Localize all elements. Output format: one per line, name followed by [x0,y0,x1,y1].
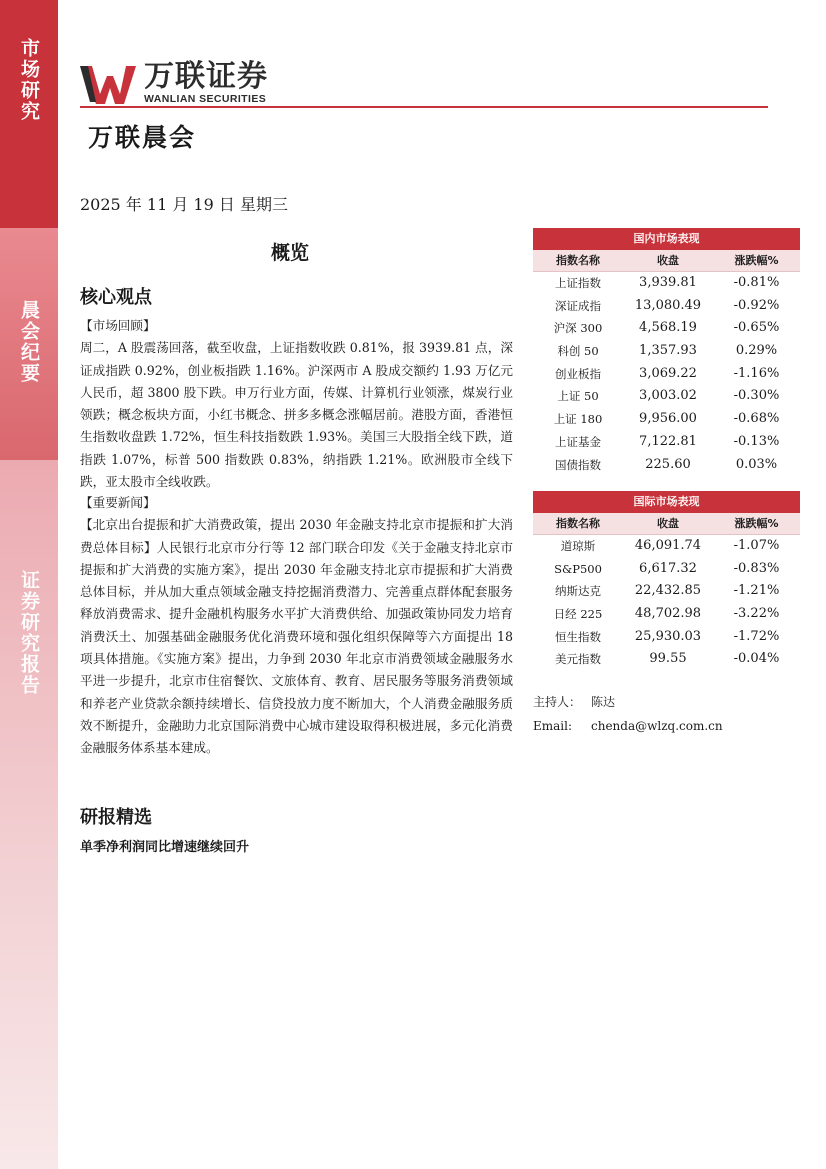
sidebar-label-morning-summary: 晨会纪要 [18,300,40,384]
table-row [533,603,800,626]
index-name-cell: 上证指数 [555,276,601,290]
column-header-index-name: 指数名称 [556,254,600,267]
market-review-text: 周二，A 股震荡回落，截至收盘，上证指数收跌 0.81%，报 3939.81 点，深证成指跌 0.92%，创业板指跌 1.16%。沪深两市 A 股成交额约 1.93 万亿元人民币，超 3800 股下跌。申万行业方面，传媒、计算机行业领涨，煤炭行业领跌；概念板块方面，小红书概念、拼多多概念涨幅居前。港股方面，香港恒生指数收盘跌 1.72%，恒生科技指数跌 1.93%。美国三大股指全线下跌，道指跌 1.07%，标普 500 指数跌 0.83%，纳指跌 1.21%。欧洲股市全线下跌，亚太股市全线收跌。 [80,340,513,490]
table-row [533,408,800,431]
close-value-cell: 1,357.93 [639,343,697,359]
logo-chinese-name: 万联证券 [144,59,268,94]
close-value-cell: 4,568.19 [639,320,697,336]
index-name-cell: 纳斯达克 [555,584,601,599]
table-row [533,580,800,603]
domestic-table-header [533,250,800,272]
host-name: 陈达 [591,695,616,709]
close-value-cell: 7,122.81 [639,433,697,449]
company-logo [80,59,268,106]
important-news-tag: 【重要新闻】 [80,495,156,510]
international-market-table [533,491,800,671]
host-info [533,690,723,738]
index-name-cell: 科创 50 [557,344,599,359]
close-value-cell: 3,939.81 [639,275,697,290]
change-percent-cell: -1.21% [733,583,780,599]
table-row [533,626,800,649]
sidebar-segment-research-report [0,460,58,1169]
close-value-cell: 3,069.22 [639,365,697,381]
table-row [533,648,800,671]
index-name-cell: S&P500 [554,561,602,576]
core-views-heading: 核心观点 [80,287,152,308]
column-header-change: 涨跌幅% [734,517,779,530]
close-value-cell: 6,617.32 [639,560,697,576]
table-row [533,363,800,386]
sidebar-label-research-report: 证券研究报告 [18,570,40,696]
index-name-cell: 深证成指 [555,298,601,313]
change-percent-cell: -0.68% [733,411,780,427]
market-review-tag: 【市场回顾】 [80,318,156,333]
change-percent-cell: -0.81% [733,275,780,290]
close-value-cell: 48,702.98 [634,606,702,622]
index-name-cell: 国债指数 [555,457,601,472]
index-name-cell: 美元指数 [555,652,601,667]
close-value-cell: 46,091.74 [634,538,702,553]
logo-english-name: WANLIAN SECURITIES [144,93,267,105]
change-percent-cell: -0.83% [733,560,780,576]
close-value-cell: 25,930.03 [634,628,702,644]
international-table-header [533,513,800,535]
change-percent-cell: -1.16% [733,365,780,381]
change-percent-cell: 0.29% [735,343,778,359]
wanlian-logo-icon [80,62,140,106]
overview-heading: 概览 [271,242,310,264]
change-percent-cell: -0.04% [733,651,780,667]
news-paragraph [80,514,513,759]
domestic-market-title: 国内市场表现 [533,228,800,250]
email-label: Email: [533,719,573,733]
host-label: 主持人： [533,695,582,709]
table-row [533,431,800,454]
close-value-cell: 9,956.00 [639,411,697,427]
table-row [533,317,800,340]
close-value-cell: 13,080.49 [634,297,702,313]
column-header-index-name: 指数名称 [556,517,600,530]
change-percent-cell: -0.13% [733,433,780,449]
change-percent-cell: -0.65% [733,320,780,336]
index-name-cell: 上证基金 [555,434,601,449]
sidebar-segment-market-research [0,0,58,228]
host-email[interactable]: chenda@wlzq.com.cn [591,719,723,733]
close-value-cell: 3,003.02 [639,388,697,404]
index-name-cell: 恒生指数 [555,629,601,644]
sidebar-segment-morning-summary [0,228,58,460]
index-name-cell: 日经 225 [553,607,603,622]
change-percent-cell: -1.72% [733,628,780,644]
column-header-change: 涨跌幅% [734,254,779,267]
news-text: 人民银行北京市分行等 12 部门联合印发《关于金融支持北京市提振和扩大消费的实施方案》，提出 2030 年金融支持北京市提振和扩大消费总体目标，并从加大重点领域金融支持挖掘消费潜力、完善重点群体配套服务释放消费需求、提升金融机构服务水平扩大消费供给、加强政策协同发力培育消费沃土、加强基础金融服务优化消费环境和强化组织保障等六方面提出 18 项具体措施。《实施方案》提出，力争到 2030 年北京市消费领域金融服务水平进一步提升，北京市住宿餐饮、文旅体育、教育、居民服务等服务消费领域和养老产业贷款余额持续增长、信贷投放力度不断加大，个人消费金融服务质效不断提升，金融助力北京国际消费中心城市建设取得积极进展，多元化消费金融服务体系基本建成。 [80,539,513,756]
document-title: 万联晨会 [88,123,197,152]
column-header-close: 收盘 [657,254,679,267]
index-name-cell: 创业板指 [555,366,601,381]
close-value-cell: 99.55 [649,651,687,667]
change-percent-cell: -3.22% [733,606,780,622]
news-headline: 【北京出台提振和扩大消费政策，提出 2030 年金融支持北京市提振和扩大消费总体目标】 [80,517,513,555]
index-name-cell: 上证 50 [557,389,599,404]
change-percent-cell: 0.03% [735,456,778,472]
international-market-title: 国际市场表现 [533,491,800,513]
change-percent-cell: -1.07% [733,538,780,553]
close-value-cell: 225.60 [645,456,691,472]
table-row [533,385,800,408]
index-name-cell: 道琼斯 [560,539,596,553]
research-picks-heading: 研报精选 [80,807,152,828]
index-name-cell: 上证 180 [553,412,603,427]
left-sidebar [0,0,58,1169]
header-divider [80,106,768,108]
table-row [533,558,800,581]
table-row [533,454,800,477]
important-news-section [80,492,513,760]
research-report-subtitle: 单季净利润同比增速继续回升 [80,840,250,855]
market-review-section [80,315,513,493]
close-value-cell: 22,432.85 [634,583,702,599]
table-row [533,272,800,295]
change-percent-cell: -0.30% [733,388,780,404]
document-date: 2025 年 11 月 19 日 星期三 [80,195,288,214]
table-row [533,295,800,318]
table-row [533,340,800,363]
index-name-cell: 沪深 300 [553,321,603,336]
change-percent-cell: -0.92% [733,297,780,313]
column-header-close: 收盘 [657,517,679,530]
domestic-market-table [533,228,800,476]
sidebar-label-market-research: 市场研究 [18,38,40,122]
table-row [533,535,800,558]
